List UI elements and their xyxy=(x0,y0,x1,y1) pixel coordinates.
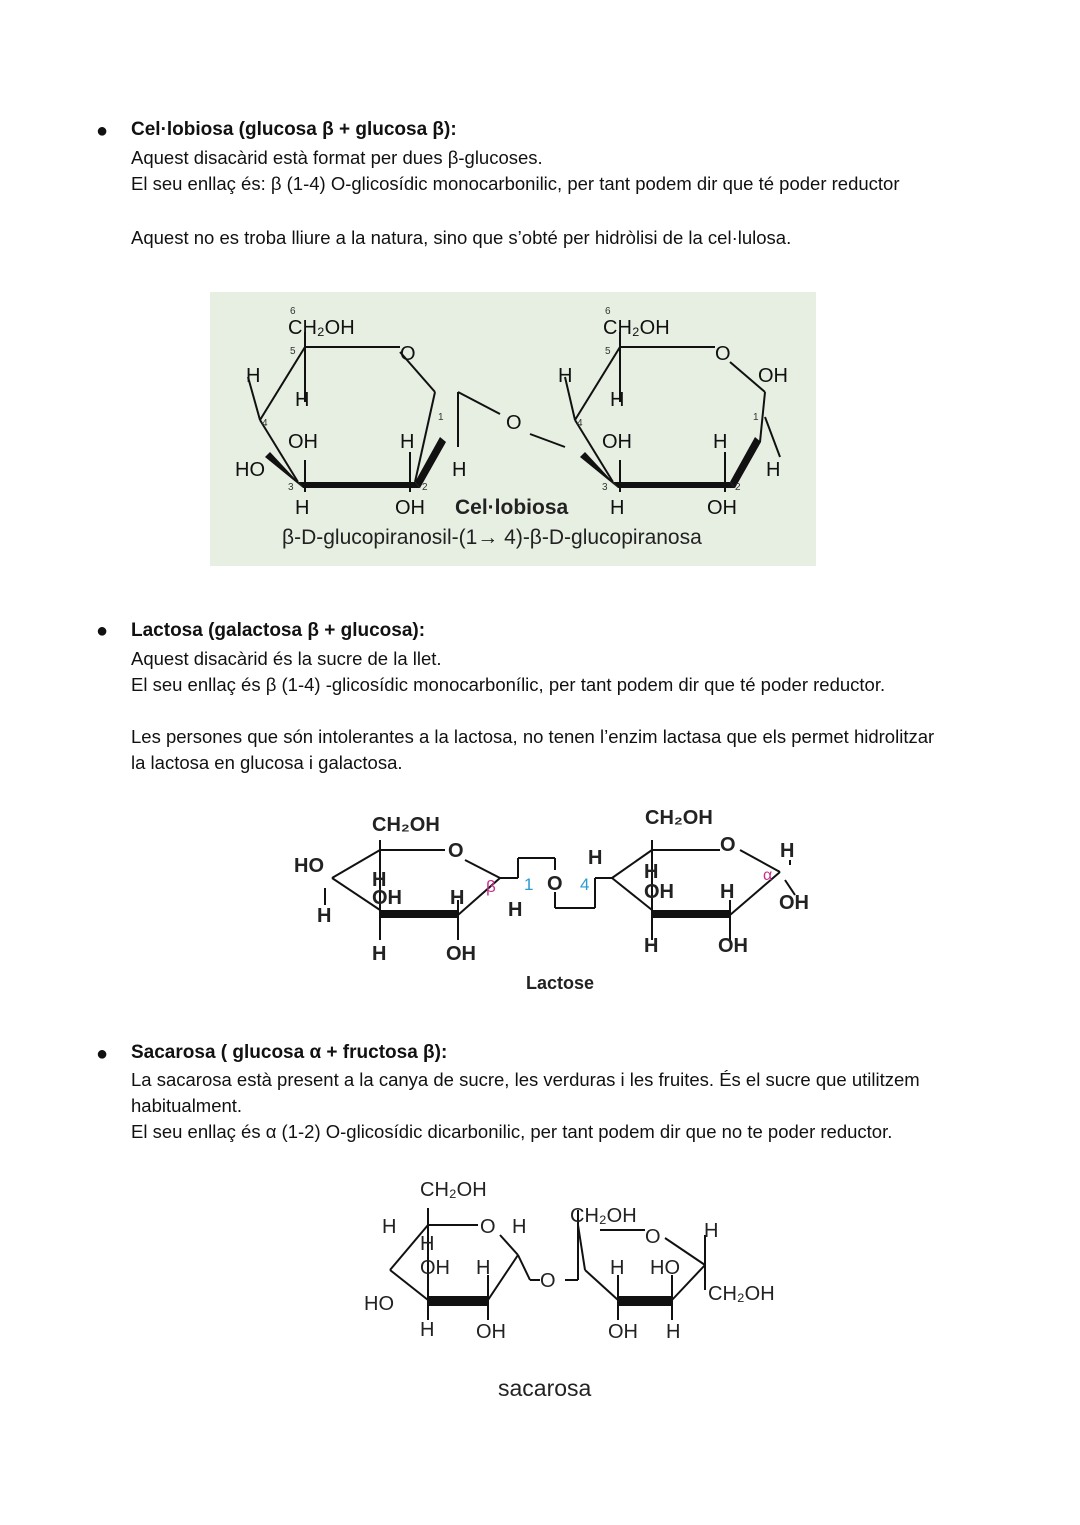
atom-label: H xyxy=(512,1216,527,1238)
atom-label: H xyxy=(588,847,603,869)
ring-bold-edge-left xyxy=(298,482,420,488)
paragraph-line: Aquest disacàrid és la sucre de la llet. xyxy=(131,648,442,669)
atom-label: H xyxy=(704,1220,719,1242)
atom-label: O xyxy=(547,873,563,895)
atom-label: O xyxy=(645,1226,661,1248)
carbon-number: 2 xyxy=(422,482,428,493)
carbon-number: 1 xyxy=(753,412,759,423)
atom-label: H xyxy=(295,389,310,411)
atom-label: H xyxy=(508,899,523,921)
carbon-number: 6 xyxy=(290,306,296,317)
atom-label: H xyxy=(317,905,332,927)
atom-label: OH xyxy=(602,431,632,453)
molecule-name: Cel·lobiosa xyxy=(455,496,569,519)
lactose-figure xyxy=(290,800,830,1000)
atom-label: H xyxy=(372,869,387,891)
atom-label: OH xyxy=(707,497,737,519)
atom-label: CH₂OH xyxy=(708,1283,775,1305)
atom-label: H xyxy=(382,1216,397,1238)
molecule-name: sacarosa xyxy=(498,1375,592,1401)
atom-label: H xyxy=(644,861,659,883)
paragraph-line: Aquest disacàrid està format per dues β-glucoses. xyxy=(131,147,543,168)
carbon-number: 5 xyxy=(290,346,296,357)
paragraph-line: El seu enllaç és β (1-4) -glicosídic monocarbonílic, per tant podem dir que té poder reductor. xyxy=(131,674,886,695)
atom-label: CH₂OH xyxy=(645,807,713,829)
carbon-number: 1 xyxy=(524,875,534,894)
section-title: Cel·lobiosa (glucosa β + glucosa β): xyxy=(131,119,457,140)
paragraph-line: El seu enllaç és α (1-2) O-glicosídic dicarbonilic, per tant podem dir que no te poder reductor. xyxy=(131,1121,893,1142)
atom-label: HO xyxy=(364,1293,394,1315)
atom-label: OH xyxy=(395,497,425,519)
atom-label: OH xyxy=(372,887,402,909)
atom-label: OH xyxy=(779,892,809,914)
atom-label: OH xyxy=(758,365,788,387)
atom-label: H xyxy=(644,935,659,957)
carbon-number: 3 xyxy=(602,482,608,493)
lactose-structure-diagram xyxy=(290,800,830,1000)
paragraph-line: La sacarosa està present a la canya de sucre, les verduras i les fruites. És el sucre que utilitzem xyxy=(131,1069,920,1090)
carbon-number: 4 xyxy=(577,418,583,429)
carbon-number: 5 xyxy=(605,346,611,357)
atom-label: OH xyxy=(718,935,748,957)
cellobiose-structure-diagram xyxy=(210,292,816,566)
atom-label: O xyxy=(400,343,416,365)
carbon-number: 4 xyxy=(262,418,268,429)
atom-label: H xyxy=(420,1233,435,1255)
paragraph-line: Aquest no es troba lliure a la natura, sino que s’obté per hidròlisi de la cel·lulosa. xyxy=(131,227,792,248)
carbon-number: 1 xyxy=(438,412,444,423)
atom-label: H xyxy=(720,881,735,903)
bullet-icon: ● xyxy=(96,620,109,642)
atom-label: H xyxy=(780,840,795,862)
atom-label: CH₂OH xyxy=(372,814,440,836)
paragraph-line: Les persones que són intolerantes a la lactosa, no tenen l’enzim lactasa que els permet hidrolitzar xyxy=(131,726,935,747)
bullet-icon: ● xyxy=(96,120,109,142)
carbon-number: 2 xyxy=(735,482,741,493)
atom-label: H xyxy=(610,389,625,411)
atom-label: O xyxy=(448,840,464,862)
atom-label: H xyxy=(610,1257,625,1279)
atom-label: H xyxy=(666,1321,681,1343)
bullet-icon: ● xyxy=(96,1043,109,1065)
carbon-number: 3 xyxy=(288,482,294,493)
atom-label: OH xyxy=(476,1321,506,1343)
atom-label: HO xyxy=(235,459,265,481)
atom-label: CH₂OH xyxy=(603,317,670,339)
atom-label: H xyxy=(246,365,261,387)
atom-label: H xyxy=(420,1319,435,1341)
atom-label: H xyxy=(452,459,467,481)
paragraph-line: El seu enllaç és: β (1-4) O-glicosídic monocarbonilic, per tant podem dir que té poder reductor xyxy=(131,173,900,194)
atom-label: O xyxy=(715,343,731,365)
atom-label: H xyxy=(295,497,310,519)
section-title: Lactosa (galactosa β + glucosa): xyxy=(131,620,426,641)
paragraph-line: habitualment. xyxy=(131,1095,243,1116)
atom-label: O xyxy=(720,834,736,856)
alpha-label: α xyxy=(763,867,773,884)
atom-label: CH₂OH xyxy=(288,317,355,339)
atom-label: H xyxy=(610,497,625,519)
atom-label: H xyxy=(450,887,465,909)
atom-label: O xyxy=(506,412,522,434)
paragraph-line: la lactosa en glucosa i galactosa. xyxy=(131,752,403,773)
sucrose-structure-diagram xyxy=(360,1170,800,1410)
molecule-name: Lactose xyxy=(526,973,595,993)
iupac-name: β-D-glucopiranosil-(1→ 4)-β-D-glucopiranosa xyxy=(282,526,702,549)
atom-label: H xyxy=(372,943,387,965)
cellobiose-figure xyxy=(210,292,816,566)
atom-label: OH xyxy=(288,431,318,453)
carbon-number: 4 xyxy=(580,875,590,894)
atom-label: H xyxy=(400,431,415,453)
beta-label: β xyxy=(486,877,496,896)
carbon-number: 6 xyxy=(605,306,611,317)
atom-label: HO xyxy=(650,1257,680,1279)
atom-label: OH xyxy=(446,943,476,965)
atom-label: H xyxy=(558,365,573,387)
atom-label: CH₂OH xyxy=(420,1179,487,1201)
atom-label: H xyxy=(476,1257,491,1279)
atom-label: HO xyxy=(294,855,324,877)
atom-label: OH xyxy=(644,881,674,903)
atom-label: H xyxy=(766,459,781,481)
sucrose-figure xyxy=(360,1170,800,1410)
atom-label: O xyxy=(480,1216,496,1238)
atom-label: CH₂OH xyxy=(570,1205,637,1227)
atom-label: OH xyxy=(420,1257,450,1279)
section-title: Sacarosa ( glucosa α + fructosa β): xyxy=(131,1042,448,1063)
atom-label: OH xyxy=(608,1321,638,1343)
atom-label: O xyxy=(540,1270,556,1292)
atom-label: H xyxy=(713,431,728,453)
